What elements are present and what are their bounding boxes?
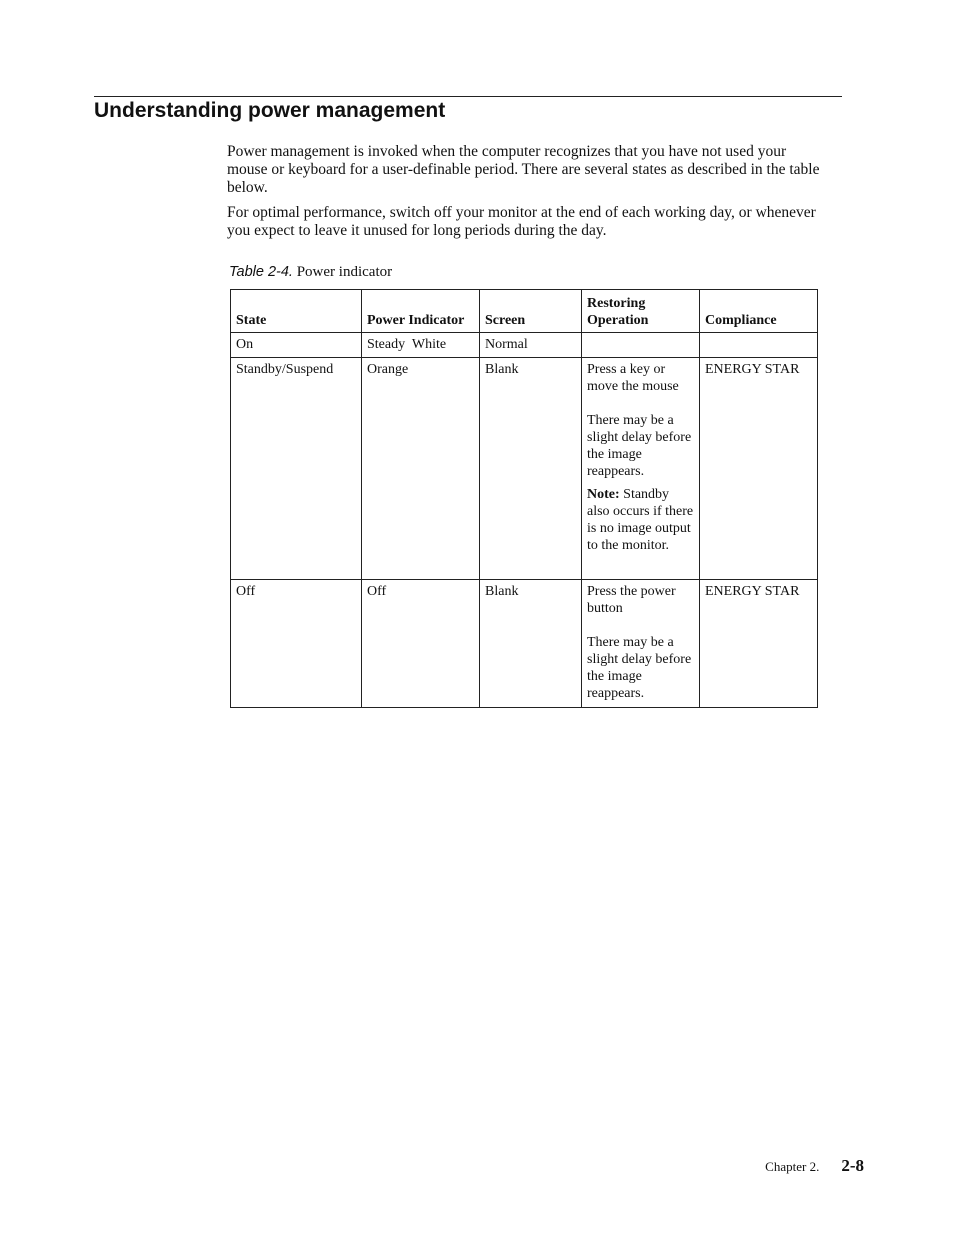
cell-compliance: ENERGY STAR <box>700 580 818 708</box>
heading-rule <box>94 96 842 97</box>
cell-restore <box>582 580 700 708</box>
cell-screen: Blank <box>480 358 582 580</box>
table-header-row <box>231 290 818 333</box>
table-row <box>231 333 818 358</box>
performance-paragraph: For optimal performance, switch off your monitor at the end of each working day, or whenever you expect to leave it unused for long periods during the day. <box>227 204 816 239</box>
header-restoring-operation: Restoring Operation <box>582 290 700 333</box>
cell-restore <box>582 358 700 580</box>
header-state: State <box>231 290 362 333</box>
power-indicator-table <box>230 289 818 708</box>
cell-state: Standby/Suspend <box>231 358 362 580</box>
cell-compliance <box>700 333 818 358</box>
restore-instruction: Press the power button <box>587 584 676 616</box>
header-screen: Screen <box>480 290 582 333</box>
cell-state: Off <box>231 580 362 708</box>
header-compliance: Compliance <box>700 290 818 333</box>
table-caption <box>229 263 392 281</box>
restore-instruction: Press a key or move the mouse <box>587 362 679 394</box>
cell-screen: Normal <box>480 333 582 358</box>
restore-delay-note: There may be a slight delay before the image reappears. <box>587 413 692 479</box>
cell-compliance: ENERGY STAR <box>700 358 818 580</box>
table-caption-text: Power indicator <box>296 264 393 280</box>
cell-screen: Blank <box>480 580 582 708</box>
note-label: Note: <box>587 487 620 502</box>
footer-chapter: Chapter 2. <box>765 1159 820 1174</box>
cell-restore <box>582 333 700 358</box>
table-row <box>231 580 818 708</box>
cell-state: On <box>231 333 362 358</box>
page-heading: Understanding power management <box>94 99 446 122</box>
table-caption-label: Table 2-4. <box>229 264 293 280</box>
standby-note <box>587 486 694 554</box>
footer-page-number: 2-8 <box>841 1156 864 1175</box>
restore-delay-note: There may be a slight delay before the image reappears. <box>587 635 692 701</box>
cell-indicator: Steady White <box>362 333 480 358</box>
note-text: Standby also occurs if there is no image output to the monitor. <box>587 487 694 553</box>
table-row <box>231 358 818 580</box>
cell-indicator: Orange <box>362 358 480 580</box>
header-power-indicator: Power Indicator <box>362 290 480 333</box>
page-footer <box>765 1156 864 1176</box>
cell-indicator: Off <box>362 580 480 708</box>
intro-paragraph: Power management is invoked when the computer recognizes that you have not used your mouse or keyboard for a user-definable period. There are several states as described in the table below. <box>227 143 820 196</box>
